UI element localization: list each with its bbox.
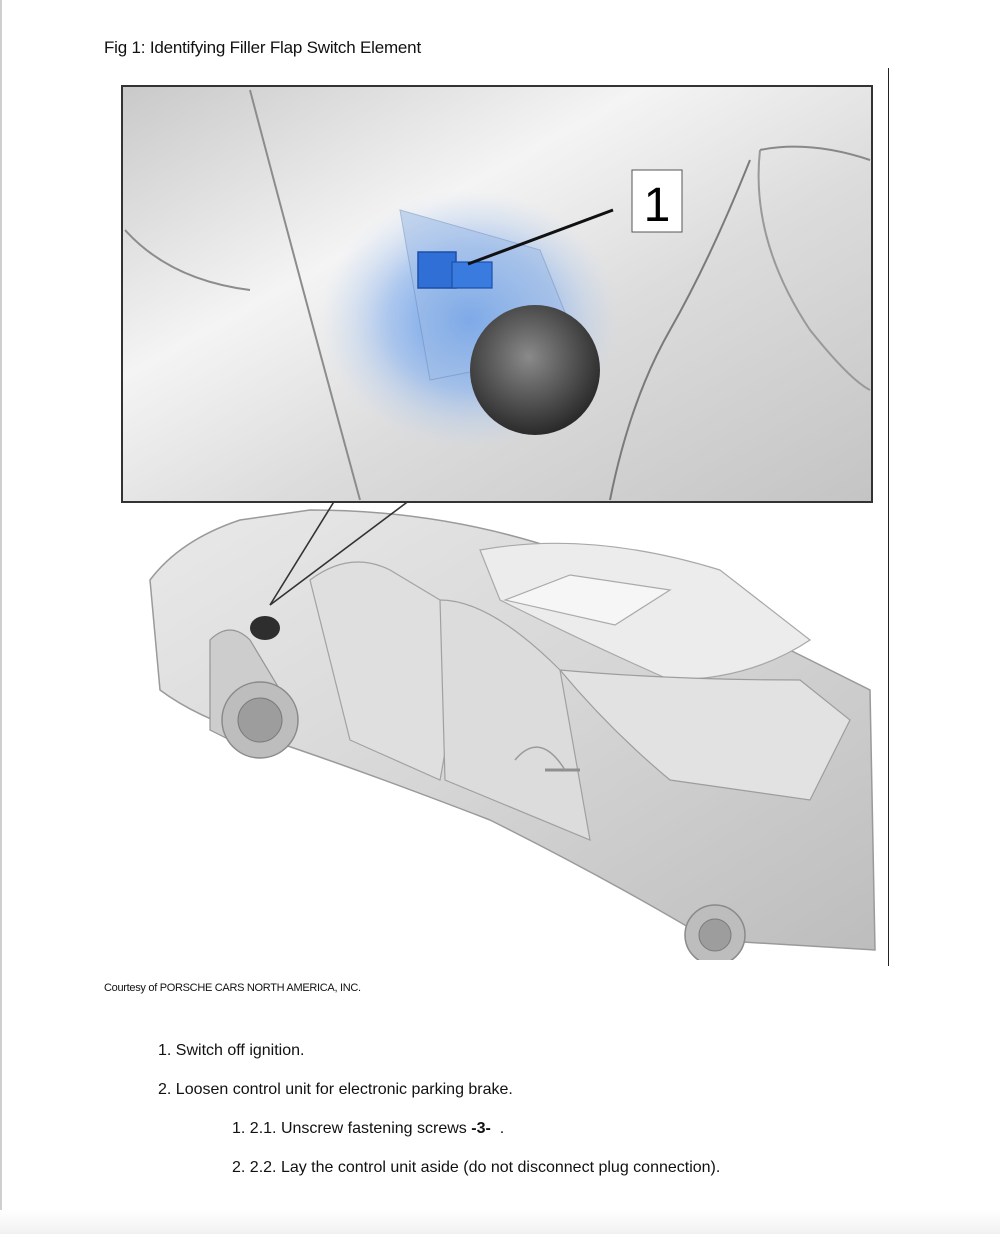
- screw-reference: -3-: [471, 1120, 491, 1137]
- car-drawing: [150, 510, 875, 960]
- substep-text: Unscrew fastening screws: [280, 1120, 467, 1137]
- image-credit: Courtesy of PORSCHE CARS NORTH AMERICA, INC.: [104, 982, 361, 994]
- step-number: 2.: [158, 1081, 172, 1098]
- substep-number: 2. 2.2.: [232, 1159, 277, 1176]
- filler-flap-location: [250, 616, 280, 640]
- page-left-edge: [0, 0, 2, 1234]
- step-text: Switch off ignition.: [175, 1042, 305, 1059]
- inset-detail: [122, 86, 872, 502]
- figure-title: Fig 1: Identifying Filler Flap Switch Element: [104, 38, 421, 57]
- switch-element: [418, 252, 456, 288]
- substep-2-2: [232, 1159, 720, 1177]
- step-number: 1.: [158, 1042, 172, 1059]
- step-1: [158, 1042, 304, 1060]
- substep-period: .: [499, 1120, 505, 1137]
- substep-number: 1. 2.1.: [232, 1120, 277, 1137]
- step-2: [158, 1081, 513, 1099]
- figure-right-border: [888, 68, 889, 966]
- page-bottom-shadow: [0, 1210, 1000, 1234]
- substep-2-1: [232, 1120, 504, 1138]
- step-text: Loosen control unit for electronic parking brake.: [175, 1081, 513, 1098]
- substep-text: Lay the control unit aside (do not disconnect plug connection).: [280, 1159, 721, 1176]
- filler-flap-illustration: [110, 80, 880, 960]
- callout-label-1: 1: [643, 179, 671, 232]
